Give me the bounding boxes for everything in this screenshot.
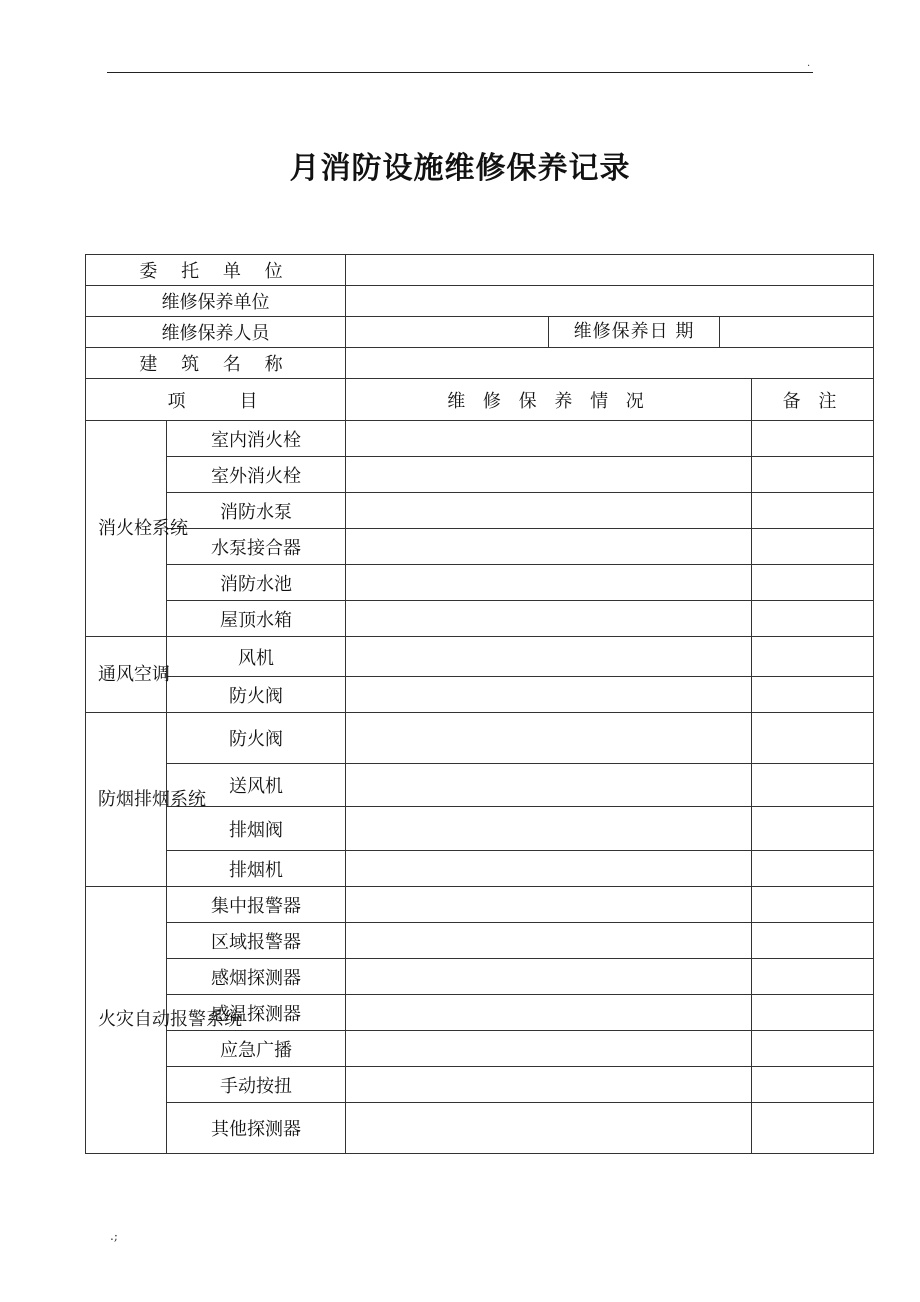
table-row [86, 601, 874, 637]
footer-mark: .; [110, 1229, 118, 1243]
maint-staff-label: 维修保养人员 [86, 317, 346, 348]
table-row [86, 637, 874, 677]
item-label: 排烟阀 [167, 807, 346, 851]
status-cell[interactable] [346, 1031, 752, 1067]
item-label: 室外消火栓 [167, 457, 346, 493]
status-cell[interactable] [346, 529, 752, 565]
status-cell[interactable] [346, 637, 752, 677]
table-row [86, 677, 874, 713]
col-header-item: 项 目 [86, 379, 346, 421]
remark-cell[interactable] [752, 807, 874, 851]
status-cell[interactable] [346, 887, 752, 923]
client-label: 委 托 单 位 [86, 255, 346, 286]
remark-cell[interactable] [752, 764, 874, 807]
item-label: 感温探测器 [167, 995, 346, 1031]
table-row [86, 1067, 874, 1103]
table-row [86, 923, 874, 959]
table-row [86, 1031, 874, 1067]
status-cell[interactable] [346, 1067, 752, 1103]
group-label-hydrant-system [86, 421, 188, 637]
table-row [86, 565, 874, 601]
group-label-smoke-text: 防烟排烟系统 [98, 788, 206, 810]
table-row [86, 457, 874, 493]
remark-cell[interactable] [752, 851, 874, 887]
item-label: 屋顶水箱 [167, 601, 346, 637]
status-cell[interactable] [346, 923, 752, 959]
table-row [86, 493, 874, 529]
status-cell[interactable] [346, 807, 752, 851]
remark-cell[interactable] [752, 601, 874, 637]
maint-unit-label: 维修保养单位 [86, 286, 346, 317]
table-row [86, 1103, 874, 1154]
item-label: 应急广播 [167, 1031, 346, 1067]
table-row [86, 959, 874, 995]
table-row [86, 851, 874, 887]
item-label: 区域报警器 [167, 923, 346, 959]
maint-unit-row [86, 286, 874, 317]
item-label: 手动按扭 [167, 1067, 346, 1103]
maint-staff-row [86, 317, 874, 348]
status-cell[interactable] [346, 457, 752, 493]
status-cell[interactable] [346, 713, 752, 764]
maint-staff-field[interactable] [346, 317, 549, 347]
item-label: 其他探测器 [167, 1103, 346, 1154]
remark-cell[interactable] [752, 637, 874, 677]
item-label: 消防水池 [167, 565, 346, 601]
item-label: 感烟探测器 [167, 959, 346, 995]
table-row [86, 887, 874, 923]
table-row [86, 529, 874, 565]
header-rule [107, 72, 813, 73]
remark-cell[interactable] [752, 565, 874, 601]
status-cell[interactable] [346, 421, 752, 457]
maint-staff-date-cell [346, 317, 874, 348]
remark-cell[interactable] [752, 959, 874, 995]
remark-cell[interactable] [752, 713, 874, 764]
item-label: 水泵接合器 [167, 529, 346, 565]
group-label-fire-alarm [86, 887, 242, 1154]
group-label-smoke-control [86, 713, 206, 887]
status-cell[interactable] [346, 601, 752, 637]
group-label-hvac-text: 通风空调 [98, 663, 170, 685]
page-title: 月消防设施维修保养记录 [289, 151, 631, 186]
status-cell[interactable] [346, 1103, 752, 1154]
status-cell[interactable] [346, 995, 752, 1031]
item-label: 排烟机 [167, 851, 346, 887]
remark-cell[interactable] [752, 923, 874, 959]
client-field[interactable] [346, 255, 874, 286]
item-label: 风机 [167, 637, 346, 677]
group-label-hydrant-text: 消火栓系统 [98, 517, 188, 539]
item-label: 防火阀 [167, 713, 346, 764]
column-header-row [86, 379, 874, 421]
building-row [86, 348, 874, 379]
remark-cell[interactable] [752, 995, 874, 1031]
remark-cell[interactable] [752, 529, 874, 565]
maintenance-record-table [85, 254, 874, 1154]
col-header-status: 维 修 保 养 情 况 [346, 379, 752, 421]
item-label: 消防水泵 [167, 493, 346, 529]
item-label: 室内消火栓 [167, 421, 346, 457]
remark-cell[interactable] [752, 457, 874, 493]
item-label: 集中报警器 [167, 887, 346, 923]
remark-cell[interactable] [752, 1067, 874, 1103]
status-cell[interactable] [346, 565, 752, 601]
group-label-fire-alarm-text: 火灾自动报警系统 [98, 1009, 242, 1030]
remark-cell[interactable] [752, 493, 874, 529]
maint-unit-field[interactable] [346, 286, 874, 317]
table-row [86, 421, 874, 457]
item-label: 送风机 [167, 764, 346, 807]
remark-cell[interactable] [752, 1031, 874, 1067]
remark-cell[interactable] [752, 1103, 874, 1154]
maint-date-field[interactable] [720, 317, 873, 347]
maint-date-label: 维修保养日 期 [549, 317, 720, 347]
remark-cell[interactable] [752, 421, 874, 457]
group-label-hvac [86, 637, 170, 713]
table-row [86, 807, 874, 851]
client-row [86, 255, 874, 286]
building-label: 建 筑 名 称 [86, 348, 346, 379]
table-row [86, 713, 874, 764]
status-cell[interactable] [346, 851, 752, 887]
remark-cell[interactable] [752, 887, 874, 923]
header-dot: . [807, 58, 811, 69]
status-cell[interactable] [346, 764, 752, 807]
remark-cell[interactable] [752, 677, 874, 713]
status-cell[interactable] [346, 493, 752, 529]
item-label: 防火阀 [167, 677, 346, 713]
status-cell[interactable] [346, 677, 752, 713]
building-field[interactable] [346, 348, 874, 379]
col-header-remark: 备 注 [752, 379, 874, 421]
status-cell[interactable] [346, 959, 752, 995]
